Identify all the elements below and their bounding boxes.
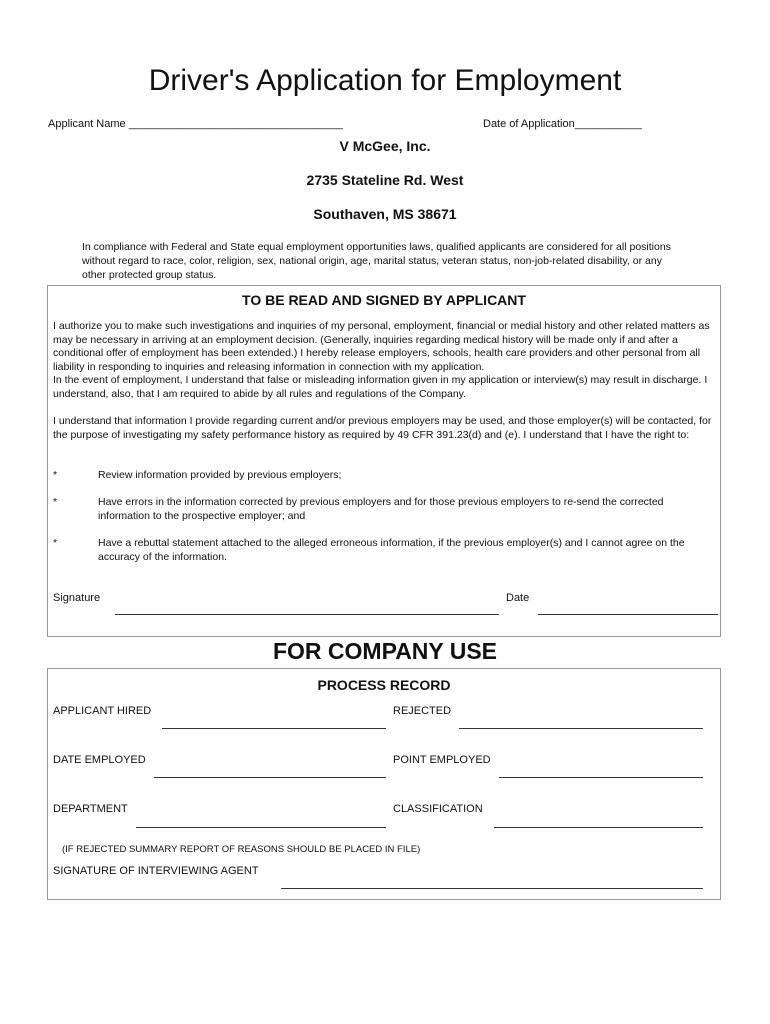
- classification-line[interactable]: [494, 827, 703, 828]
- classification-label: CLASSIFICATION: [393, 803, 483, 815]
- signature-agent-line[interactable]: [281, 888, 703, 889]
- rejected-line[interactable]: [459, 728, 703, 729]
- signature-label: Signature: [53, 592, 101, 604]
- applicant-section: [47, 285, 721, 637]
- rejected-note: (IF REJECTED SUMMARY REPORT OF REASONS SHOULD BE PLACED IN FILE): [62, 844, 421, 855]
- company-name: V McGee, Inc.: [339, 138, 431, 154]
- applicant-hired-label: APPLICANT HIRED: [53, 705, 152, 717]
- list-item: Have a rebuttal statement attached to the alleged erroneous information, if the previous employer(s) and I cannot agree on the accuracy of the information.: [98, 537, 685, 563]
- process-record-heading: PROCESS RECORD: [317, 677, 451, 693]
- applicant-section-heading: TO BE READ AND SIGNED BY APPLICANT: [242, 292, 526, 308]
- date-employed-label: DATE EMPLOYED: [53, 754, 146, 766]
- date-employed-line[interactable]: [154, 777, 386, 778]
- company-address: 2735 Stateline Rd. West: [306, 172, 464, 188]
- applicant-hired-line[interactable]: [162, 728, 386, 729]
- bullet-marker: *: [53, 496, 58, 508]
- bullet-marker: *: [53, 537, 58, 549]
- signature-agent-label: SIGNATURE OF INTERVIEWING AGENT: [53, 865, 259, 877]
- point-employed-line[interactable]: [499, 777, 703, 778]
- company-city-state-zip: Southaven, MS 38671: [313, 206, 457, 222]
- bullet-marker: *: [53, 469, 58, 481]
- discharge-paragraph: In the event of employment, I understand that false or misleading information given in my application or interview(s) may result in discharge. I understand, also, that I am required to abide by all rules and regulations of the Company.: [53, 374, 708, 400]
- signature-line[interactable]: [115, 614, 499, 615]
- page-title: Driver's Application for Employment: [148, 64, 622, 97]
- rejected-label: REJECTED: [393, 705, 452, 717]
- equal-opportunity-notice: In compliance with Federal and State equal employment opportunities laws, qualified applicants are considered for all positions without regard to race, color, religion, sex, national origin, age, marital status, veteran status, non-job-related disability, or any other protected group status.: [82, 241, 671, 281]
- list-item: Review information provided by previous employers;: [98, 469, 342, 481]
- applicant-name-field[interactable]: Applicant Name ___________________________________: [48, 118, 343, 130]
- department-label: DEPARTMENT: [53, 803, 128, 815]
- company-use-section: [47, 668, 721, 900]
- department-line[interactable]: [136, 827, 386, 828]
- list-item: Have errors in the information corrected by previous employers and for those previous employers to re-send the corrected information to the prospective employer; and: [98, 496, 664, 522]
- date-of-application-field[interactable]: Date of Application___________: [483, 118, 643, 130]
- date-label: Date: [506, 592, 530, 604]
- rights-paragraph: I understand that information I provide regarding current and/or previous employers may be used, and those employer(s) will be contacted, for the purpose of investigating my safety performance history as required by 49 CFR 391.23(d) and (e). I understand that I have the right to:: [53, 415, 712, 441]
- point-employed-label: POINT EMPLOYED: [393, 754, 491, 766]
- authorization-paragraph: I authorize you to make such investigations and inquiries of my personal, employment, financial or medial history and other related matters as may be necessary in arriving at an employment decision. (Generally, inquiries regarding medical history will be made only if and after a conditional offer of employment has been extended.) I hereby release employers, schools, health care providers and other personal from all liability in responding to inquiries and releasing information in connection with my application.: [53, 320, 710, 373]
- date-line[interactable]: [538, 614, 718, 615]
- company-use-heading: FOR COMPANY USE: [272, 638, 498, 664]
